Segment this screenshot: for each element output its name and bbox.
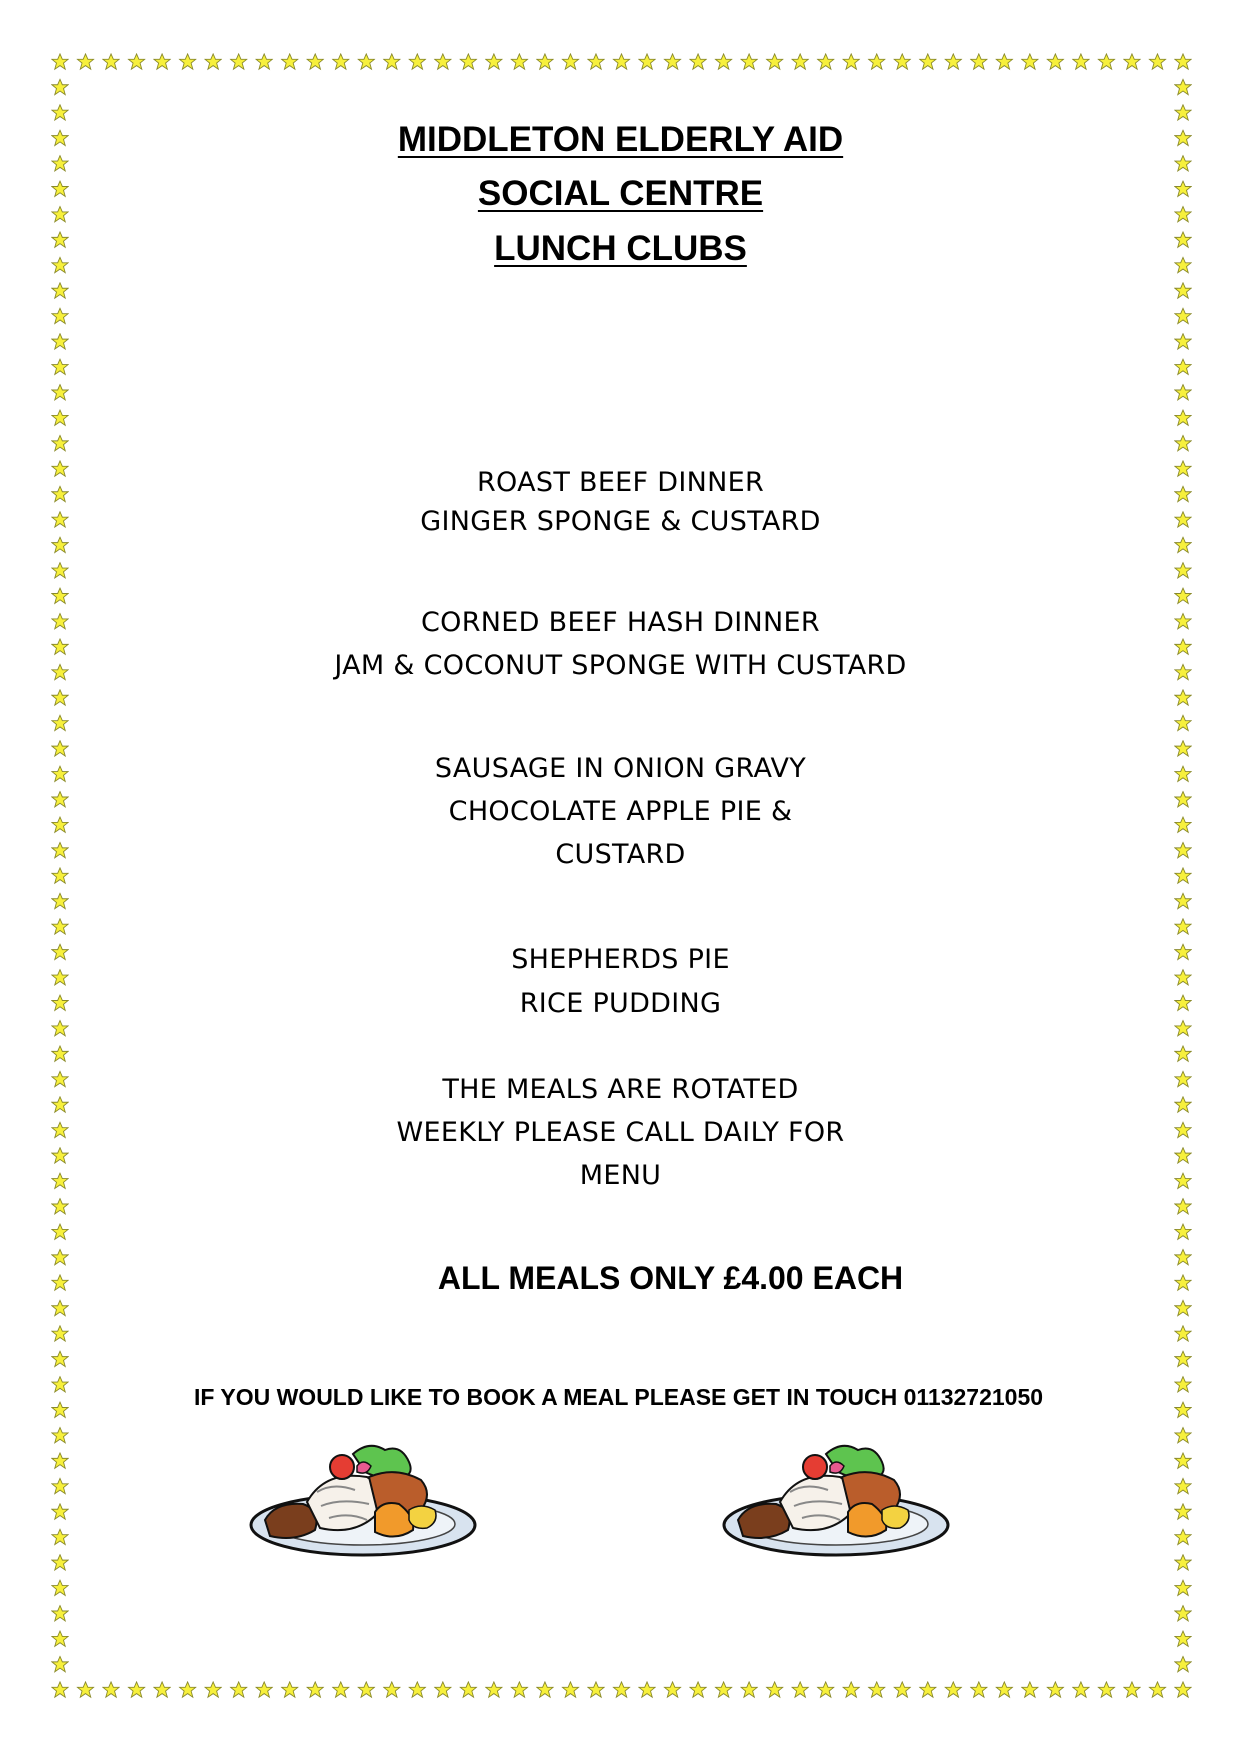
- star-icon: [384, 1682, 400, 1697]
- star-icon: [435, 54, 451, 69]
- star-icon: [1149, 54, 1165, 69]
- star-icon: [52, 1199, 68, 1214]
- star-icon: [792, 54, 808, 69]
- star-icon: [1175, 54, 1191, 69]
- star-icon: [1175, 105, 1191, 120]
- star-icon: [52, 1046, 68, 1061]
- star-icon: [52, 1504, 68, 1519]
- title-line-3: LUNCH CLUBS: [494, 229, 747, 268]
- star-icon: [460, 1682, 476, 1697]
- star-icon: [77, 1682, 93, 1697]
- star-icon: [358, 54, 374, 69]
- star-icon: [52, 1580, 68, 1595]
- star-icon: [1124, 54, 1140, 69]
- star-icon: [231, 1682, 247, 1697]
- star-icon: [894, 54, 910, 69]
- star-icon: [613, 1682, 629, 1697]
- star-icon: [511, 1682, 527, 1697]
- star-icon: [562, 1682, 578, 1697]
- star-icon: [52, 308, 68, 323]
- star-icon: [767, 1682, 783, 1697]
- star-icon: [1175, 1351, 1191, 1366]
- star-icon: [256, 1682, 272, 1697]
- star-icon: [52, 1428, 68, 1443]
- star-icon: [1175, 563, 1191, 578]
- star-icon: [818, 54, 834, 69]
- star-icon: [128, 1682, 144, 1697]
- star-icon: [333, 54, 349, 69]
- meal-1-main: ROAST BEEF DINNER: [476, 467, 765, 498]
- star-icon: [1175, 283, 1191, 298]
- star-icon: [894, 1682, 910, 1697]
- star-icon: [52, 537, 68, 552]
- star-icon: [715, 54, 731, 69]
- star-icon: [639, 54, 655, 69]
- star-icon: [1175, 435, 1191, 450]
- star-icon: [180, 1682, 196, 1697]
- dinner-plate-icon-left: [245, 1432, 485, 1562]
- dinner-plate-icon-right: [718, 1432, 958, 1562]
- star-icon: [52, 1478, 68, 1493]
- star-icon: [945, 54, 961, 69]
- star-icon: [945, 1682, 961, 1697]
- star-icon: [1175, 690, 1191, 705]
- star-icon: [1022, 1682, 1038, 1697]
- star-icon: [52, 1326, 68, 1341]
- star-icon: [205, 54, 221, 69]
- star-icon: [792, 1682, 808, 1697]
- star-icon: [52, 919, 68, 934]
- star-icon: [511, 54, 527, 69]
- star-icon: [52, 1631, 68, 1646]
- star-icon: [971, 1682, 987, 1697]
- star-icon: [128, 54, 144, 69]
- star-icon: [103, 1682, 119, 1697]
- title-line-1: MIDDLETON ELDERLY AID: [397, 120, 844, 159]
- star-icon: [869, 54, 885, 69]
- meal-1-dessert: GINGER SPONGE & CUSTARD: [420, 506, 821, 537]
- star-icon: [52, 1300, 68, 1315]
- star-icon: [52, 435, 68, 450]
- star-icon: [1022, 54, 1038, 69]
- star-icon: [52, 715, 68, 730]
- star-icon: [52, 1606, 68, 1621]
- star-icon: [52, 1453, 68, 1468]
- star-icon: [537, 54, 553, 69]
- star-icon: [1175, 1326, 1191, 1341]
- meal-3-main: SAUSAGE IN ONION GRAVY: [434, 753, 807, 784]
- star-icon: [715, 1682, 731, 1697]
- contact-statement: IF YOU WOULD LIKE TO BOOK A MEAL PLEASE GET IN TOUCH 01132721050: [193, 1384, 1044, 1410]
- star-icon: [282, 54, 298, 69]
- notice-line-2: WEEKLY PLEASE CALL DAILY FOR: [396, 1117, 845, 1148]
- star-icon: [1073, 1682, 1089, 1697]
- star-icon: [52, 359, 68, 374]
- star-icon: [741, 1682, 757, 1697]
- star-icon: [1175, 79, 1191, 94]
- star-icon: [690, 54, 706, 69]
- star-icon: [1175, 1021, 1191, 1036]
- star-icon: [52, 54, 68, 69]
- meal-3-dessert-line-2: CUSTARD: [555, 839, 686, 870]
- star-icon: [664, 54, 680, 69]
- star-icon: [154, 54, 170, 69]
- star-icon: [588, 54, 604, 69]
- star-icon: [1098, 1682, 1114, 1697]
- meal-3-dessert-line-1: CHOCOLATE APPLE PIE &: [448, 796, 793, 827]
- star-icon: [1175, 537, 1191, 552]
- star-icon: [1175, 919, 1191, 934]
- star-icon: [52, 893, 68, 908]
- star-icon: [154, 1682, 170, 1697]
- star-icon: [613, 54, 629, 69]
- star-icon: [1124, 1682, 1140, 1697]
- star-icon: [1175, 1682, 1191, 1697]
- star-icon: [307, 54, 323, 69]
- meal-4-dessert: RICE PUDDING: [519, 988, 722, 1019]
- star-icon: [971, 54, 987, 69]
- star-icon: [52, 79, 68, 94]
- star-icon: [664, 1682, 680, 1697]
- star-icon: [920, 1682, 936, 1697]
- title-line-2: SOCIAL CENTRE: [477, 174, 764, 213]
- star-icon: [690, 1682, 706, 1697]
- star-icon: [282, 1682, 298, 1697]
- meal-2-dessert: JAM & COCONUT SPONGE WITH CUSTARD: [334, 650, 907, 681]
- star-icon: [77, 54, 93, 69]
- star-icon: [1175, 410, 1191, 425]
- star-icon: [52, 1682, 68, 1697]
- star-icon: [52, 690, 68, 705]
- star-icon: [52, 283, 68, 298]
- star-icon: [307, 1682, 323, 1697]
- star-icon: [358, 1682, 374, 1697]
- star-icon: [460, 54, 476, 69]
- star-icon: [486, 1682, 502, 1697]
- star-icon: [52, 334, 68, 349]
- star-icon: [767, 54, 783, 69]
- star-icon: [52, 105, 68, 120]
- star-icon: [52, 385, 68, 400]
- star-icon: [103, 54, 119, 69]
- star-icon: [52, 563, 68, 578]
- star-icon: [843, 1682, 859, 1697]
- star-icon: [562, 54, 578, 69]
- star-icon: [1175, 1656, 1191, 1671]
- star-icon: [52, 1656, 68, 1671]
- star-icon: [1175, 893, 1191, 908]
- star-icon: [1175, 715, 1191, 730]
- star-icon: [205, 1682, 221, 1697]
- star-icon: [180, 54, 196, 69]
- star-icon: [1175, 1224, 1191, 1239]
- star-icon: [869, 1682, 885, 1697]
- star-icon: [843, 54, 859, 69]
- star-icon: [1175, 868, 1191, 883]
- star-icon: [1098, 54, 1114, 69]
- star-icon: [1175, 588, 1191, 603]
- notice-line-1: THE MEALS ARE ROTATED: [442, 1074, 799, 1105]
- star-icon: [1047, 1682, 1063, 1697]
- star-icon: [1175, 1046, 1191, 1061]
- star-icon: [537, 1682, 553, 1697]
- star-icon: [920, 54, 936, 69]
- star-icon: [435, 1682, 451, 1697]
- star-icon: [1047, 54, 1063, 69]
- star-icon: [333, 1682, 349, 1697]
- star-icon: [1175, 308, 1191, 323]
- star-icon: [588, 1682, 604, 1697]
- star-icon: [231, 54, 247, 69]
- star-icon: [52, 1351, 68, 1366]
- price-statement: ALL MEALS ONLY £4.00 EACH: [437, 1260, 904, 1296]
- star-icon: [409, 1682, 425, 1697]
- star-icon: [1175, 1555, 1191, 1570]
- star-icon: [52, 1224, 68, 1239]
- star-icon: [1175, 385, 1191, 400]
- star-icon: [1175, 1300, 1191, 1315]
- star-icon: [1175, 1199, 1191, 1214]
- star-icon: [996, 54, 1012, 69]
- star-icon: [486, 54, 502, 69]
- meal-2-main: CORNED BEEF HASH DINNER: [421, 607, 820, 638]
- star-icon: [52, 588, 68, 603]
- star-icon: [996, 1682, 1012, 1697]
- star-icon: [52, 1021, 68, 1036]
- star-icon: [52, 1529, 68, 1544]
- star-icon: [1175, 1428, 1191, 1443]
- star-icon: [1175, 1606, 1191, 1621]
- star-icon: [1175, 1580, 1191, 1595]
- star-icon: [1175, 1529, 1191, 1544]
- notice-line-3: MENU: [579, 1160, 662, 1191]
- star-icon: [52, 1555, 68, 1570]
- star-icon: [1175, 1631, 1191, 1646]
- star-icon: [1073, 54, 1089, 69]
- star-icon: [1175, 1504, 1191, 1519]
- star-icon: [818, 1682, 834, 1697]
- star-icon: [384, 54, 400, 69]
- star-icon: [639, 1682, 655, 1697]
- star-icon: [409, 54, 425, 69]
- star-icon: [52, 868, 68, 883]
- star-icon: [741, 54, 757, 69]
- star-icon: [256, 54, 272, 69]
- star-icon: [1175, 334, 1191, 349]
- meal-4-main: SHEPHERDS PIE: [511, 944, 730, 975]
- star-icon: [1149, 1682, 1165, 1697]
- star-icon: [52, 410, 68, 425]
- star-icon: [1175, 1478, 1191, 1493]
- star-icon: [1175, 1453, 1191, 1468]
- star-icon: [1175, 359, 1191, 374]
